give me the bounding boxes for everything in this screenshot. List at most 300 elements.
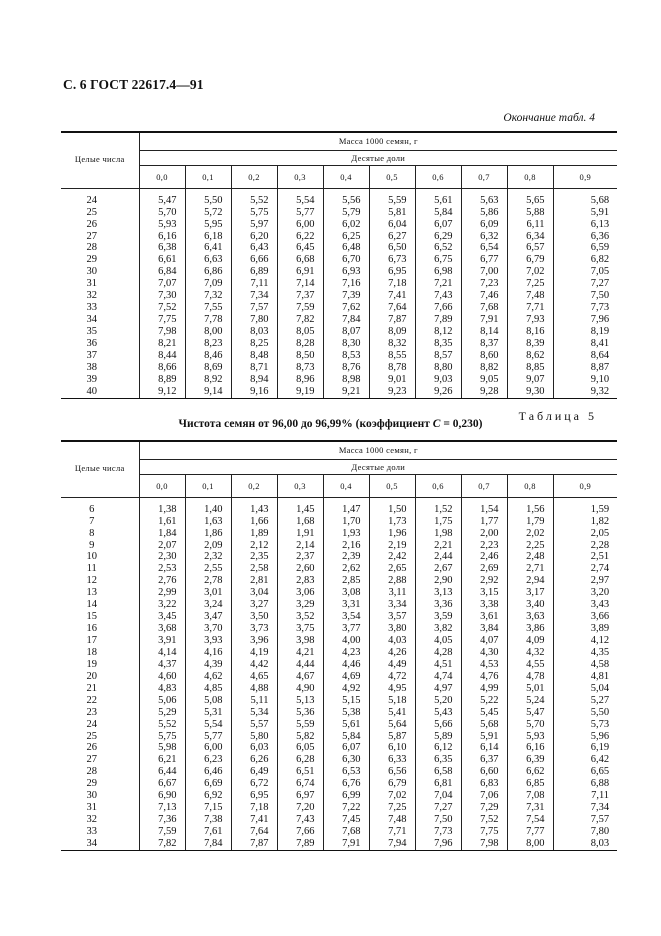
- integer-cell: 34: [86, 314, 97, 326]
- value-cell: 6,53: [323, 767, 369, 779]
- value-cell: 1,52: [415, 498, 461, 516]
- value-cell: 3,08: [323, 588, 369, 600]
- value-cell: 5,80: [231, 731, 277, 743]
- integer-cell: 25: [86, 206, 97, 218]
- value-cell: 6,82: [553, 255, 617, 267]
- value-cell: 6,26: [231, 755, 277, 767]
- value-cell: 3,47: [185, 611, 231, 623]
- value-cell: 7,82: [139, 838, 185, 850]
- value-cell: 6,18: [185, 231, 231, 243]
- value-cell: 6,07: [415, 219, 461, 231]
- value-cell: 7,41: [369, 291, 415, 303]
- value-cell: 7,25: [507, 279, 553, 291]
- table-5: [61, 440, 617, 851]
- value-cell: 1,59: [553, 498, 617, 516]
- value-cell: 2,58: [231, 564, 277, 576]
- value-cell: 9,14: [185, 386, 231, 398]
- value-cell: 4,44: [277, 659, 323, 671]
- value-cell: 2,90: [415, 576, 461, 588]
- table-row: [61, 611, 617, 623]
- value-cell: 2,35: [231, 552, 277, 564]
- value-cell: 3,17: [507, 588, 553, 600]
- value-cell: 7,61: [185, 826, 231, 838]
- value-cell: 5,11: [231, 695, 277, 707]
- column-header: 0,0: [139, 475, 185, 498]
- value-cell: 1,38: [139, 498, 185, 516]
- column-header: 0,4: [323, 475, 369, 498]
- value-cell: 4,07: [461, 635, 507, 647]
- value-cell: 7,21: [415, 279, 461, 291]
- value-cell: 2,88: [369, 576, 415, 588]
- value-cell: 5,82: [277, 731, 323, 743]
- value-cell: 6,90: [139, 791, 185, 803]
- value-cell: 7,75: [139, 314, 185, 326]
- value-cell: 2,30: [139, 552, 185, 564]
- value-cell: 5,50: [553, 707, 617, 719]
- value-cell: 3,01: [185, 588, 231, 600]
- value-cell: 2,28: [553, 540, 617, 552]
- integer-cell: 12: [86, 575, 97, 587]
- value-cell: 7,96: [553, 314, 617, 326]
- value-cell: 2,53: [139, 564, 185, 576]
- value-cell: 7,27: [415, 802, 461, 814]
- table-row: [61, 498, 617, 516]
- value-cell: 7,11: [553, 791, 617, 803]
- value-cell: 4,42: [231, 659, 277, 671]
- value-cell: 7,00: [461, 267, 507, 279]
- value-cell: 8,00: [507, 838, 553, 850]
- integer-cell: 23: [86, 706, 97, 718]
- value-cell: 8,14: [461, 326, 507, 338]
- value-cell: 6,14: [461, 743, 507, 755]
- value-cell: 3,73: [231, 623, 277, 635]
- value-cell: 7,94: [369, 838, 415, 850]
- column-header: 0,6: [415, 475, 461, 498]
- value-cell: 3,27: [231, 600, 277, 612]
- value-cell: 6,43: [231, 243, 277, 255]
- value-cell: 7,91: [461, 314, 507, 326]
- value-cell: 1,70: [323, 516, 369, 528]
- value-cell: 6,92: [185, 791, 231, 803]
- table-row: [61, 826, 617, 838]
- value-cell: 7,39: [323, 291, 369, 303]
- value-cell: 6,69: [185, 779, 231, 791]
- value-cell: 8,41: [553, 338, 617, 350]
- value-cell: 1,61: [139, 516, 185, 528]
- value-cell: 3,13: [415, 588, 461, 600]
- value-cell: 5,27: [553, 695, 617, 707]
- value-cell: 3,68: [139, 623, 185, 635]
- value-cell: 9,16: [231, 386, 277, 398]
- table-row: [61, 564, 617, 576]
- value-cell: 7,71: [369, 826, 415, 838]
- value-cell: 5,59: [277, 719, 323, 731]
- value-cell: 4,39: [185, 659, 231, 671]
- value-cell: 3,24: [185, 600, 231, 612]
- value-cell: 5,68: [461, 719, 507, 731]
- value-cell: 6,88: [553, 779, 617, 791]
- table-row: [61, 731, 617, 743]
- value-cell: 6,50: [369, 243, 415, 255]
- table-row: [61, 362, 617, 374]
- value-cell: 4,35: [553, 647, 617, 659]
- value-cell: 7,64: [369, 302, 415, 314]
- value-cell: 8,53: [323, 350, 369, 362]
- integer-cell: 24: [86, 718, 97, 730]
- table-row: [61, 374, 617, 386]
- value-cell: 3,22: [139, 600, 185, 612]
- table-row: [61, 291, 617, 303]
- value-cell: 1,75: [415, 516, 461, 528]
- value-cell: 6,00: [185, 743, 231, 755]
- table-4: [61, 131, 617, 399]
- value-cell: 6,83: [461, 779, 507, 791]
- value-cell: 8,85: [507, 362, 553, 374]
- table-label: Таблица 5: [518, 409, 597, 423]
- value-cell: 6,28: [277, 755, 323, 767]
- value-cell: 6,07: [323, 743, 369, 755]
- value-cell: 7,78: [185, 314, 231, 326]
- value-cell: 1,43: [231, 498, 277, 516]
- value-cell: 5,52: [139, 719, 185, 731]
- column-header: 0,5: [369, 475, 415, 498]
- value-cell: 5,87: [369, 731, 415, 743]
- value-cell: 6,97: [277, 791, 323, 803]
- value-cell: 6,10: [369, 743, 415, 755]
- value-cell: 5,52: [231, 189, 277, 207]
- value-cell: 4,09: [507, 635, 553, 647]
- value-cell: 8,44: [139, 350, 185, 362]
- value-cell: 5,89: [415, 731, 461, 743]
- value-cell: 8,25: [231, 338, 277, 350]
- value-cell: 6,74: [277, 779, 323, 791]
- value-cell: 2,76: [139, 576, 185, 588]
- value-cell: 4,30: [461, 647, 507, 659]
- value-cell: 7,34: [231, 291, 277, 303]
- value-cell: 8,82: [461, 362, 507, 374]
- value-cell: 5,45: [461, 707, 507, 719]
- value-cell: 7,52: [139, 302, 185, 314]
- value-cell: 9,21: [323, 386, 369, 398]
- decimal-header: Десятые доли: [139, 460, 617, 475]
- value-cell: 5,66: [415, 719, 461, 731]
- value-cell: 3,80: [369, 623, 415, 635]
- value-cell: 5,50: [185, 189, 231, 207]
- value-cell: 9,23: [369, 386, 415, 398]
- value-cell: 6,42: [553, 755, 617, 767]
- value-cell: 8,69: [185, 362, 231, 374]
- value-cell: 8,05: [277, 326, 323, 338]
- value-cell: 7,45: [323, 814, 369, 826]
- table-row: [61, 791, 617, 803]
- value-cell: 4,76: [461, 671, 507, 683]
- value-cell: 6,84: [139, 267, 185, 279]
- value-cell: 7,48: [507, 291, 553, 303]
- value-cell: 5,06: [139, 695, 185, 707]
- table-row: [61, 635, 617, 647]
- value-cell: 4,74: [415, 671, 461, 683]
- value-cell: 5,41: [369, 707, 415, 719]
- decimal-header: Десятые доли: [139, 151, 617, 166]
- value-cell: 7,04: [415, 791, 461, 803]
- value-cell: 5,63: [461, 189, 507, 207]
- value-cell: 3,89: [553, 623, 617, 635]
- value-cell: 3,77: [323, 623, 369, 635]
- value-cell: 2,92: [461, 576, 507, 588]
- value-cell: 6,61: [139, 255, 185, 267]
- value-cell: 4,19: [231, 647, 277, 659]
- value-cell: 4,14: [139, 647, 185, 659]
- value-cell: 6,21: [139, 755, 185, 767]
- value-cell: 3,31: [323, 600, 369, 612]
- table-row: [61, 683, 617, 695]
- integer-cell: 31: [86, 278, 97, 290]
- value-cell: 2,44: [415, 552, 461, 564]
- value-cell: 7,25: [369, 802, 415, 814]
- value-cell: 2,94: [507, 576, 553, 588]
- value-cell: 3,70: [185, 623, 231, 635]
- value-cell: 2,16: [323, 540, 369, 552]
- value-cell: 1,89: [231, 528, 277, 540]
- value-cell: 5,24: [507, 695, 553, 707]
- value-cell: 7,62: [323, 302, 369, 314]
- column-header: 0,8: [507, 166, 553, 189]
- value-cell: 7,89: [415, 314, 461, 326]
- value-cell: 4,37: [139, 659, 185, 671]
- value-cell: 5,68: [553, 189, 617, 207]
- integer-header: Целые числа: [61, 441, 139, 498]
- value-cell: 4,53: [461, 659, 507, 671]
- integer-cell: 6: [89, 503, 95, 515]
- integer-cell: 27: [86, 230, 97, 242]
- table-row: [61, 326, 617, 338]
- caption-variable: C: [432, 418, 441, 430]
- table-row: [61, 838, 617, 850]
- table-row: [61, 743, 617, 755]
- value-cell: 6,98: [415, 267, 461, 279]
- value-cell: 7,37: [277, 291, 323, 303]
- value-cell: 6,70: [323, 255, 369, 267]
- value-cell: 1,45: [277, 498, 323, 516]
- value-cell: 7,31: [507, 802, 553, 814]
- value-cell: 4,28: [415, 647, 461, 659]
- column-header: 0,4: [323, 166, 369, 189]
- value-cell: 5,54: [185, 719, 231, 731]
- value-cell: 4,62: [185, 671, 231, 683]
- value-cell: 7,82: [277, 314, 323, 326]
- value-cell: 1,86: [185, 528, 231, 540]
- value-cell: 7,98: [461, 838, 507, 850]
- column-header: 0,9: [553, 166, 617, 189]
- value-cell: 3,50: [231, 611, 277, 623]
- value-cell: 2,85: [323, 576, 369, 588]
- integer-cell: 9: [89, 539, 95, 551]
- value-cell: 2,65: [369, 564, 415, 576]
- value-cell: 7,38: [185, 814, 231, 826]
- integer-cell: 21: [86, 682, 97, 694]
- value-cell: 1,40: [185, 498, 231, 516]
- table-row: [61, 350, 617, 362]
- value-cell: 6,63: [185, 255, 231, 267]
- value-cell: 5,15: [323, 695, 369, 707]
- table-row: [61, 623, 617, 635]
- value-cell: 5,72: [185, 207, 231, 219]
- value-cell: 4,23: [323, 647, 369, 659]
- value-cell: 2,09: [185, 540, 231, 552]
- value-cell: 4,97: [415, 683, 461, 695]
- value-cell: 8,87: [553, 362, 617, 374]
- value-cell: 6,85: [507, 779, 553, 791]
- value-cell: 2,46: [461, 552, 507, 564]
- value-cell: 9,10: [553, 374, 617, 386]
- value-cell: 5,43: [415, 707, 461, 719]
- integer-cell: 26: [86, 742, 97, 754]
- integer-cell: 29: [86, 778, 97, 790]
- value-cell: 6,76: [323, 779, 369, 791]
- value-cell: 8,03: [553, 838, 617, 850]
- table-row: [61, 552, 617, 564]
- value-cell: 5,70: [507, 719, 553, 731]
- column-header: 0,2: [231, 475, 277, 498]
- value-cell: 6,05: [277, 743, 323, 755]
- table-row: [61, 516, 617, 528]
- value-cell: 4,46: [323, 659, 369, 671]
- value-cell: 8,71: [231, 362, 277, 374]
- table-row: [61, 279, 617, 291]
- value-cell: 7,18: [231, 802, 277, 814]
- integer-cell: 31: [86, 802, 97, 814]
- value-cell: 5,34: [231, 707, 277, 719]
- value-cell: 7,96: [415, 838, 461, 850]
- value-cell: 7,15: [185, 802, 231, 814]
- value-cell: 3,36: [415, 600, 461, 612]
- value-cell: 2,71: [507, 564, 553, 576]
- value-cell: 4,26: [369, 647, 415, 659]
- value-cell: 2,74: [553, 564, 617, 576]
- value-cell: 6,77: [461, 255, 507, 267]
- table-row: [61, 386, 617, 398]
- value-cell: 4,32: [507, 647, 553, 659]
- integer-cell: 29: [86, 254, 97, 266]
- value-cell: 5,91: [461, 731, 507, 743]
- value-cell: 2,37: [277, 552, 323, 564]
- value-cell: 1,91: [277, 528, 323, 540]
- table-row: [61, 719, 617, 731]
- value-cell: 5,04: [553, 683, 617, 695]
- value-cell: 8,46: [185, 350, 231, 362]
- value-cell: 9,28: [461, 386, 507, 398]
- integer-cell: 24: [86, 194, 97, 206]
- value-cell: 7,87: [231, 838, 277, 850]
- value-cell: 4,67: [277, 671, 323, 683]
- value-cell: 4,60: [139, 671, 185, 683]
- value-cell: 2,25: [507, 540, 553, 552]
- value-cell: 4,00: [323, 635, 369, 647]
- value-cell: 6,02: [323, 219, 369, 231]
- value-cell: 7,02: [507, 267, 553, 279]
- value-cell: 9,01: [369, 374, 415, 386]
- value-cell: 6,67: [139, 779, 185, 791]
- value-cell: 3,29: [277, 600, 323, 612]
- value-cell: 7,54: [507, 814, 553, 826]
- value-cell: 2,97: [553, 576, 617, 588]
- value-cell: 6,65: [553, 767, 617, 779]
- value-cell: 5,73: [553, 719, 617, 731]
- value-cell: 4,69: [323, 671, 369, 683]
- value-cell: 5,64: [369, 719, 415, 731]
- value-cell: 3,96: [231, 635, 277, 647]
- value-cell: 8,28: [277, 338, 323, 350]
- value-cell: 5,22: [461, 695, 507, 707]
- table-row: [61, 671, 617, 683]
- value-cell: 7,34: [553, 802, 617, 814]
- value-cell: 8,66: [139, 362, 185, 374]
- value-cell: 6,56: [369, 767, 415, 779]
- value-cell: 8,09: [369, 326, 415, 338]
- value-cell: 7,02: [369, 791, 415, 803]
- value-cell: 5,59: [369, 189, 415, 207]
- value-cell: 5,18: [369, 695, 415, 707]
- value-cell: 4,88: [231, 683, 277, 695]
- value-cell: 4,83: [139, 683, 185, 695]
- value-cell: 7,29: [461, 802, 507, 814]
- integer-cell: 33: [86, 302, 97, 314]
- integer-cell: 40: [61, 386, 139, 398]
- value-cell: 7,46: [461, 291, 507, 303]
- value-cell: 5,56: [323, 189, 369, 207]
- value-cell: 5,93: [139, 219, 185, 231]
- value-cell: 7,89: [277, 838, 323, 850]
- value-cell: 2,21: [415, 540, 461, 552]
- table-row: [61, 588, 617, 600]
- value-cell: 7,27: [553, 279, 617, 291]
- value-cell: 7,07: [139, 279, 185, 291]
- value-cell: 9,19: [277, 386, 323, 398]
- value-cell: 5,84: [323, 731, 369, 743]
- value-cell: 7,50: [553, 291, 617, 303]
- value-cell: 1,98: [415, 528, 461, 540]
- integer-cell: 19: [86, 658, 97, 670]
- value-cell: 6,23: [185, 755, 231, 767]
- value-cell: 5,29: [139, 707, 185, 719]
- value-cell: 6,19: [553, 743, 617, 755]
- value-cell: 9,05: [461, 374, 507, 386]
- value-cell: 6,51: [277, 767, 323, 779]
- value-cell: 7,84: [185, 838, 231, 850]
- integer-cell: 20: [86, 670, 97, 682]
- value-cell: 7,87: [369, 314, 415, 326]
- value-cell: 2,69: [461, 564, 507, 576]
- value-cell: 2,78: [185, 576, 231, 588]
- value-cell: 6,36: [553, 231, 617, 243]
- value-cell: 7,23: [461, 279, 507, 291]
- value-cell: 3,75: [277, 623, 323, 635]
- value-cell: 6,34: [507, 231, 553, 243]
- value-cell: 6,48: [323, 243, 369, 255]
- column-header: 0,9: [553, 475, 617, 498]
- value-cell: 5,98: [139, 743, 185, 755]
- integer-cell: 8: [89, 527, 95, 539]
- value-cell: 6,27: [369, 231, 415, 243]
- value-cell: 6,46: [185, 767, 231, 779]
- value-cell: 5,01: [507, 683, 553, 695]
- value-cell: 3,63: [507, 611, 553, 623]
- value-cell: 7,71: [507, 302, 553, 314]
- value-cell: 3,20: [553, 588, 617, 600]
- value-cell: 4,92: [323, 683, 369, 695]
- table-row: [61, 243, 617, 255]
- value-cell: 9,32: [553, 386, 617, 398]
